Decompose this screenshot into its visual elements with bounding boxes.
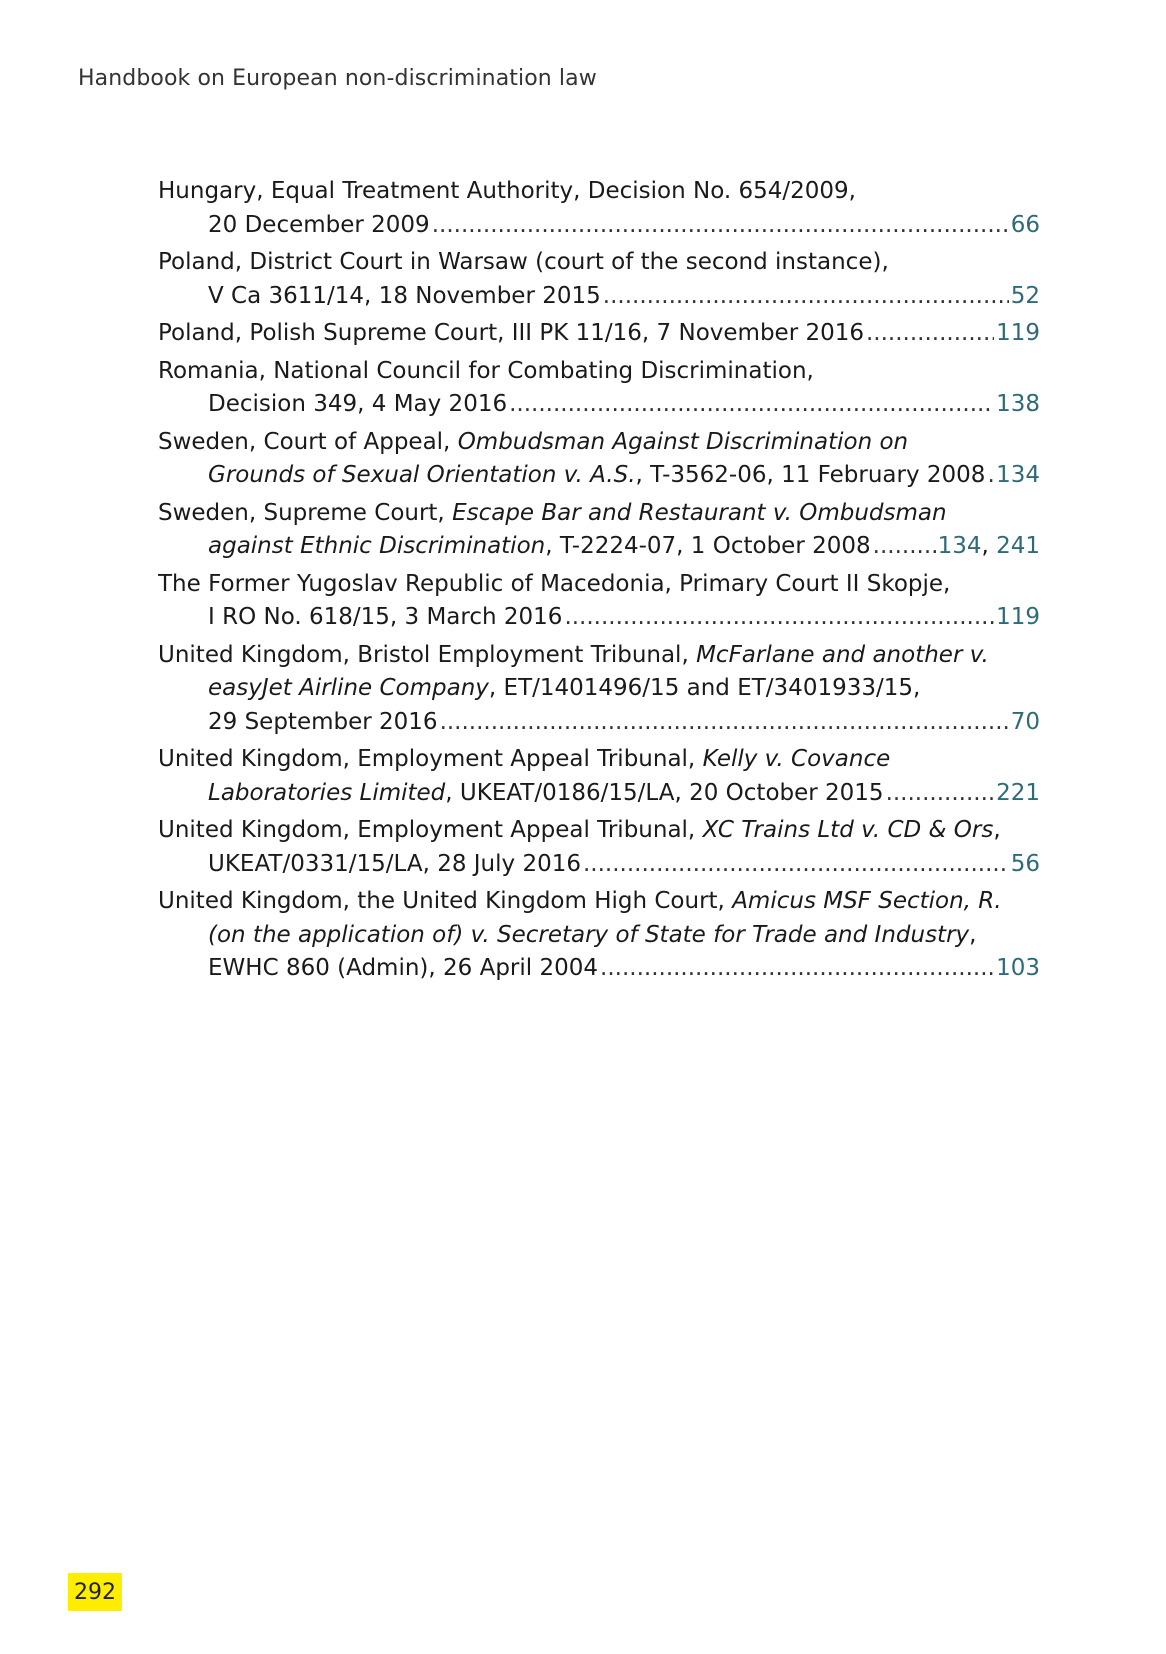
case-entry bbox=[158, 814, 1040, 881]
entry-text bbox=[208, 388, 507, 422]
entry-line bbox=[158, 246, 1040, 280]
dot-leader bbox=[583, 848, 1009, 882]
entry-line bbox=[158, 355, 1040, 389]
case-entry bbox=[158, 246, 1040, 313]
entry-text bbox=[208, 209, 430, 243]
dot-leader bbox=[603, 280, 1009, 314]
page-link[interactable]: 103 bbox=[996, 955, 1040, 981]
page-refs bbox=[996, 952, 1040, 986]
entry-line bbox=[158, 743, 1040, 777]
dot-leader bbox=[564, 601, 994, 635]
entry-text bbox=[158, 317, 864, 351]
case-entry bbox=[158, 568, 1040, 635]
entry-text bbox=[208, 601, 562, 635]
entry-line-with-pages bbox=[158, 317, 1040, 351]
case-name-italic: Laboratories Limited bbox=[208, 779, 446, 806]
page-refs bbox=[1011, 848, 1040, 882]
case-text: United Kingdom, the United Kingdom High Court, bbox=[158, 888, 733, 914]
entry-text bbox=[208, 459, 985, 493]
case-text: UKEAT/0331/15/LA, 28 July 2016 bbox=[208, 850, 581, 877]
case-entry bbox=[158, 497, 1040, 564]
entry-line bbox=[158, 639, 1040, 673]
case-entry bbox=[158, 317, 1040, 351]
entry-line bbox=[158, 885, 1040, 919]
page-refs bbox=[996, 317, 1040, 351]
entry-line-with-pages bbox=[158, 530, 1040, 564]
case-text: EWHC 860 (Admin), 26 April 2004 bbox=[208, 955, 599, 981]
case-name-italic: Escape Bar and Restaurant v. Ombudsman bbox=[452, 499, 947, 526]
entry-text bbox=[208, 952, 598, 986]
page-refs bbox=[996, 388, 1040, 422]
entry-line-with-pages bbox=[158, 459, 1040, 493]
case-name-italic: (on the application of) v. Secretary of State for Trade and Industry bbox=[208, 921, 970, 948]
case-text: , bbox=[993, 817, 1001, 843]
case-name-italic: against Ethnic Discrimination bbox=[208, 533, 546, 559]
case-name-italic: Grounds of Sexual Orientation v. A.S. bbox=[208, 462, 636, 488]
case-text: Romania, National Council for Combating Discrimination, bbox=[158, 357, 814, 384]
case-text: , UKEAT/0186/15/LA, 20 October 2015 bbox=[445, 779, 884, 806]
page-refs bbox=[1011, 209, 1040, 243]
case-index-list bbox=[158, 175, 1040, 990]
page-refs bbox=[996, 601, 1040, 635]
dot-leader bbox=[873, 530, 936, 564]
entry-line bbox=[158, 568, 1040, 602]
case-text: 20 December 2009 bbox=[208, 211, 430, 238]
page-refs bbox=[996, 777, 1040, 811]
entry-text bbox=[208, 706, 438, 740]
case-text: , ET/1401496/15 and ET/3401933/15, bbox=[488, 675, 921, 701]
page-refs bbox=[1011, 280, 1040, 314]
dot-leader bbox=[866, 317, 994, 351]
page-link[interactable]: 134 bbox=[996, 462, 1040, 488]
case-entry bbox=[158, 426, 1040, 493]
entry-line-with-pages bbox=[158, 280, 1040, 314]
dot-leader bbox=[509, 388, 994, 422]
entry-text bbox=[208, 848, 581, 882]
case-text: Decision 349, 4 May 2016 bbox=[208, 391, 508, 417]
page-link[interactable]: 66 bbox=[1010, 211, 1040, 238]
case-name-italic: Ombudsman Against Discrimination on bbox=[457, 428, 909, 455]
case-text: V Ca 3611/14, 18 November 2015 bbox=[208, 282, 601, 309]
page-link[interactable]: 119 bbox=[996, 320, 1040, 346]
page-number: 292 bbox=[68, 1573, 122, 1611]
dot-leader bbox=[440, 706, 1009, 740]
entry-text bbox=[208, 530, 871, 564]
case-entry bbox=[158, 355, 1040, 422]
page-link[interactable]: 138 bbox=[996, 391, 1040, 417]
case-name-italic: Kelly v. Covance bbox=[702, 746, 891, 772]
case-text: United Kingdom, Employment Appeal Tribunal, bbox=[158, 817, 703, 843]
page-link[interactable]: 134 bbox=[937, 533, 982, 559]
page-link[interactable]: 241 bbox=[996, 533, 1040, 559]
case-text: United Kingdom, Bristol Employment Tribunal, bbox=[158, 641, 697, 668]
entry-line bbox=[158, 497, 1040, 531]
case-text: , T-2224-07, 1 October 2008 bbox=[545, 533, 871, 559]
page-refs bbox=[1011, 706, 1040, 740]
page-link[interactable]: 119 bbox=[996, 604, 1040, 630]
entry-text bbox=[208, 777, 884, 811]
case-name-italic: Amicus MSF Section, R. bbox=[732, 888, 1002, 914]
page-refs: 134, 241 bbox=[937, 533, 1040, 559]
case-name-italic: McFarlane and another v. bbox=[696, 641, 989, 668]
page-link[interactable]: 70 bbox=[1010, 708, 1040, 735]
entry-line-with-pages bbox=[158, 848, 1040, 882]
case-text: I RO No. 618/15, 3 March 2016 bbox=[208, 604, 563, 630]
page-link[interactable]: 52 bbox=[1010, 282, 1040, 309]
entry-line bbox=[158, 919, 1040, 953]
case-name-italic: XC Trains Ltd v. CD & Ors bbox=[702, 817, 994, 843]
entry-text bbox=[208, 280, 601, 314]
dot-leader bbox=[600, 952, 994, 986]
entry-line-with-pages bbox=[158, 209, 1040, 243]
case-text: 29 September 2016 bbox=[208, 708, 438, 735]
case-text: , bbox=[969, 921, 977, 948]
case-name-italic: easyJet Airline Company bbox=[208, 675, 489, 701]
entry-line-with-pages bbox=[158, 388, 1040, 422]
case-entry bbox=[158, 175, 1040, 242]
entry-line-with-pages bbox=[158, 601, 1040, 635]
case-text: Hungary, Equal Treatment Authority, Decision No. 654/2009, bbox=[158, 178, 856, 204]
entry-line bbox=[158, 175, 1040, 209]
case-text: The Former Yugoslav Republic of Macedonia, Primary Court II Skopje, bbox=[158, 570, 951, 597]
case-text: United Kingdom, Employment Appeal Tribunal, bbox=[158, 746, 703, 772]
case-entry bbox=[158, 639, 1040, 740]
dot-leader bbox=[886, 777, 995, 811]
case-text: Sweden, Court of Appeal, bbox=[158, 428, 458, 455]
entry-line bbox=[158, 426, 1040, 460]
entry-line bbox=[158, 672, 1040, 706]
page-link[interactable]: 221 bbox=[996, 779, 1040, 806]
case-text: Poland, District Court in Warsaw (court of the second instance), bbox=[158, 249, 889, 275]
case-text: , T-3562-06, 11 February 2008 bbox=[635, 462, 986, 488]
page-refs bbox=[996, 459, 1040, 493]
entry-line-with-pages bbox=[158, 952, 1040, 986]
running-header: Handbook on European non-discrimination law bbox=[78, 66, 597, 91]
entry-line-with-pages bbox=[158, 706, 1040, 740]
page-link[interactable]: 56 bbox=[1010, 850, 1040, 877]
dot-leader bbox=[432, 209, 1009, 243]
entry-line bbox=[158, 814, 1040, 848]
case-entry bbox=[158, 885, 1040, 986]
dot-leader bbox=[987, 459, 994, 493]
case-text: Poland, Polish Supreme Court, III PK 11/16, 7 November 2016 bbox=[158, 320, 864, 346]
entry-line-with-pages bbox=[158, 777, 1040, 811]
case-text: Sweden, Supreme Court, bbox=[158, 499, 453, 526]
case-entry bbox=[158, 743, 1040, 810]
